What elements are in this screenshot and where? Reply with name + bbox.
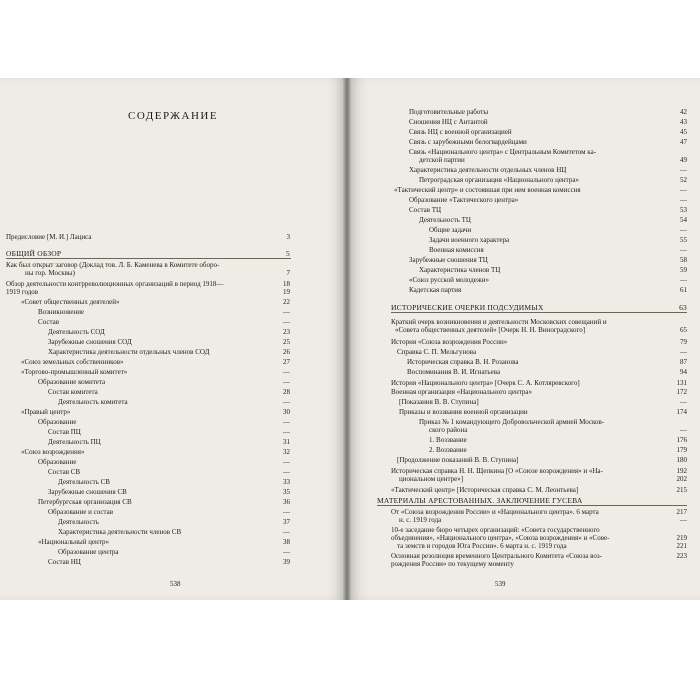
toc-entry [48,508,290,516]
toc-entry [48,348,290,356]
toc-entry-page: 28 [283,388,290,396]
toc-entry-title: Состав СВ [48,468,81,476]
toc-entry [429,236,687,244]
toc-entry-page: — [680,516,687,524]
toc-entry-title: ны гор. Москвы) [25,269,75,277]
right-page [347,78,700,600]
toc-entry [407,358,687,366]
toc-entry [48,488,290,496]
toc-entry-title: Деятельность СВ [58,478,110,486]
toc-entry-page: 42 [680,108,687,116]
toc-entry-title: Связь НЦ с военной организацией [409,128,512,136]
toc-entry-page: — [283,308,290,316]
toc-entry [399,398,687,406]
toc-entry-page: — [680,166,687,174]
toc-entry-title: ОБЩИЙ ОБЗОР [6,249,62,258]
toc-entry [58,398,290,406]
toc-entry-title: Общие задачи [429,226,472,234]
toc-entry [407,368,687,376]
toc-entry [409,138,687,146]
toc-entry-page: 223 [676,552,687,560]
toc-entry-page: — [283,508,290,516]
toc-entry-title: Образование комитета [38,378,106,386]
toc-entry [391,388,687,396]
toc-entry [21,408,290,416]
toc-entry [38,318,290,326]
toc-entry-page: — [283,398,290,406]
toc-entry-page: 32 [283,448,290,456]
page-title: СОДЕРЖАНИЕ [128,110,219,122]
toc-entry [391,467,687,475]
toc-entry-page: 192 [676,467,687,475]
toc-entry-page: — [283,428,290,436]
toc-entry-page: 49 [680,156,687,164]
toc-entry-title: ского района [429,426,468,434]
toc-entry [21,358,290,366]
toc-entry [391,379,687,387]
toc-entry [391,338,687,346]
toc-entry-title: ИСТОРИЧЕСКИЕ ОЧЕРКИ ПОДСУДИМЫХ [391,303,544,312]
toc-entry-title: Состав [38,318,60,326]
toc-entry-title: Воспоминания В. И. Игнатьева [407,368,501,376]
toc-entry-page: — [680,348,687,356]
toc-entry-page: 35 [283,488,290,496]
toc-entry [25,269,290,277]
toc-entry-title: 2. Воззвание [429,446,467,454]
toc-entry-title: детской партии [419,156,465,164]
toc-entry [38,538,290,546]
toc-entry-title: Зарубежные сношения СОД [48,338,132,346]
toc-entry [409,276,687,284]
page-number-left: 538 [170,580,181,588]
toc-entry-page: 219 [676,534,687,542]
toc-entry-title: Образование и состав [48,508,114,516]
toc-entry [391,526,600,534]
toc-entry-page: — [680,398,687,406]
toc-entry [6,280,290,288]
toc-entry-title: История «Союза возрождения России» [391,338,508,346]
toc-entry [429,436,687,444]
toc-entry [409,206,687,214]
toc-entry [38,498,290,506]
toc-entry-page: 25 [283,338,290,346]
toc-entry [409,148,596,156]
toc-entry-page: — [283,418,290,426]
toc-entry-title: Деятельность СОД [48,328,105,336]
toc-entry-title: Подготовительные работы [409,108,489,116]
toc-entry [58,548,290,556]
toc-entry-page: 3 [286,233,290,241]
toc-entry-title: Приказ № 1 командующего Добровольческой армией Москов- [419,418,605,426]
toc-entry-page: 38 [283,538,290,546]
toc-entry-title: «Правый центр» [21,408,71,416]
toc-entry [419,418,604,426]
toc-entry-title: «Союз русской молодежи» [409,276,489,284]
toc-entry-page: 53 [680,206,687,214]
toc-entry [399,516,687,524]
toc-entry-page: 131 [676,379,687,387]
toc-entry-title: Образование [38,418,77,426]
toc-entry-title: Деятельность ПЦ [48,438,101,446]
toc-entry [391,560,514,568]
toc-entry-page: — [680,276,687,284]
toc-entry [419,266,687,274]
toc-entry [429,426,687,434]
toc-entry-page: — [680,226,687,234]
toc-entry-page: 180 [676,456,687,464]
toc-entry [38,458,290,466]
toc-entry [391,552,687,560]
toc-entry [6,233,290,241]
toc-entry [394,186,687,194]
toc-entry [391,318,607,326]
toc-entry-title: Образование «Тактического центра» [409,196,519,204]
toc-entry [409,128,687,136]
toc-entry-title: Зарубежные сношения ТЦ [409,256,488,264]
toc-entry [419,216,687,224]
toc-entry-page: 61 [680,286,687,294]
toc-entry [419,156,687,164]
toc-entry-title: Краткий очерк возникновения и деятельности Московских совещаний и [391,318,607,326]
toc-entry-title: «Совета общественных деятелей» [Очерк Н. Н. Виноградского] [395,326,586,334]
section-rule [377,505,687,506]
toc-entry [48,388,290,396]
toc-entry-title: «Тактический центр» [Историческая справка С. М. Леонтьева] [391,486,579,494]
toc-entry-title: 1. Воззвание [429,436,467,444]
toc-entry [58,528,290,536]
toc-entry-page: 45 [680,128,687,136]
toc-entry-page: 221 [676,542,687,550]
toc-entry-title: Историческая справка Н. Н. Щепкина [О «Союзе возрождения» и «На- [391,467,603,475]
toc-entry [6,249,290,258]
book-gutter [343,78,351,600]
toc-entry [399,475,687,483]
toc-entry-page: — [680,426,687,434]
toc-entry-page: — [283,548,290,556]
toc-entry-title: Задачи военного характера [429,236,510,244]
toc-entry-page: 55 [680,236,687,244]
toc-entry-page: 54 [680,216,687,224]
toc-entry-title: 10-е заседание бюро четырех организаций: «Совета государственного [391,526,600,534]
toc-entry-title: Сношения НЦ с Антантой [409,118,488,126]
toc-entry-title: Состав НЦ [48,558,81,566]
toc-entry [48,438,290,446]
toc-entry-title: [Продолжение показаний В. В. Ступина] [397,456,519,464]
toc-entry-page: 27 [283,358,290,366]
toc-entry [48,338,290,346]
toc-entry-title: Характеристика членов ТЦ [419,266,501,274]
toc-entry-page: 215 [676,486,687,494]
toc-entry-page: 179 [676,446,687,454]
toc-entry [409,256,687,264]
toc-entry-page: — [283,458,290,466]
toc-entry-title: Военная организация «Национального центра» [391,388,533,396]
toc-entry-title: От «Союза возрождения России» и «Национального центра». 6 марта [391,508,599,516]
toc-entry-title: Состав комитета [48,388,98,396]
toc-entry-page: 33 [283,478,290,486]
toc-entry [429,246,687,254]
toc-entry-page: 87 [680,358,687,366]
left-page [0,78,347,600]
toc-entry-title: Деятельность комитета [58,398,128,406]
toc-entry-title: «Национальный центр» [38,538,109,546]
toc-entry-title: Характеристика деятельности членов СВ [58,528,182,536]
toc-entry-title: Возникновение [38,308,85,316]
toc-entry [48,428,290,436]
toc-entry-page: — [680,186,687,194]
toc-entry-title: «Тактический центр» и состоявшая при нем военная комиссия [394,186,581,194]
toc-entry [397,348,687,356]
toc-entry-title: [Показания В. В. Ступина] [399,398,479,406]
toc-entry-title: Связь «Национального центра» с Центральным Комитетом ка- [409,148,597,156]
toc-entry-title: МАТЕРИАЛЫ АРЕСТОВАННЫХ. ЗАКЛЮЧЕНИЕ ГУСЕВА [377,496,583,505]
toc-entry-title: Приказы и воззвания военной организации [399,408,528,416]
toc-entry-page: 172 [676,388,687,396]
toc-entry-title: Петербургская организация СВ [38,498,132,506]
toc-entry-page: 37 [283,518,290,526]
toc-entry [48,558,290,566]
toc-entry-title: рождения России» по текущему моменту [391,560,514,568]
toc-entry-title: та земств и городов Юга России». 6 марта н. с. 1919 года [397,542,567,550]
toc-entry-page: 52 [680,176,687,184]
toc-entry-page: 39 [283,558,290,566]
toc-entry [391,534,687,542]
toc-entry [48,328,290,336]
toc-entry-page: 22 [283,298,290,306]
toc-entry-page: — [283,468,290,476]
toc-entry-page: — [283,318,290,326]
toc-entry-page: 59 [680,266,687,274]
toc-entry [6,261,219,269]
toc-entry-page: 5 [286,249,290,258]
toc-entry [38,418,290,426]
toc-entry [391,508,687,516]
toc-entry [409,196,687,204]
toc-entry-title: «Союз возрождения» [21,448,85,456]
toc-entry [58,478,290,486]
toc-entry-title: «Совет общественных деятелей» [21,298,120,306]
toc-entry-page: 174 [676,408,687,416]
toc-entry-page: 79 [680,338,687,346]
toc-entry [429,446,687,454]
toc-entry-page: 58 [680,256,687,264]
toc-entry-title: Предисловие [М. И.] Лациса [6,233,92,241]
toc-entry-page: 202 [676,475,687,483]
toc-entry-page: 176 [676,436,687,444]
toc-entry-title: Кадетская партия [409,286,462,294]
toc-entry-title: Военная комиссия [429,246,484,254]
toc-entry [38,308,290,316]
section-rule [391,312,687,313]
toc-entry [21,368,290,376]
toc-entry-title: Характеристика деятельности отдельных членов СОД [48,348,210,356]
toc-entry-page: 94 [680,368,687,376]
toc-entry-title: объединения», «Национального центра», «Союза возрождения» и «Сове- [391,534,610,542]
toc-entry [399,408,687,416]
toc-entry [395,326,687,334]
toc-entry-title: Как был открыт заговор (Доклад тов. Л. Б. Каменева в Комитете оборо- [6,261,220,269]
toc-entry-page: 63 [679,303,687,312]
toc-entry [58,518,290,526]
toc-entry-title: циональном центре»] [399,475,464,483]
toc-entry [409,108,687,116]
toc-entry [397,542,687,550]
toc-entry-title: Образование центра [58,548,119,556]
toc-entry [409,118,687,126]
toc-entry-page: 23 [283,328,290,336]
toc-entry [48,468,290,476]
toc-entry [409,166,687,174]
toc-entry-title: Характеристика деятельности отдельных членов НЦ [409,166,567,174]
toc-entry-page: 217 [676,508,687,516]
toc-entry-page: 30 [283,408,290,416]
toc-entry-title: Основная резолюция временного Центрального Комитета «Союза воз- [391,552,602,560]
toc-entry-title: Справка С. П. Мельгунова [397,348,477,356]
toc-entry [21,298,290,306]
toc-entry-page: 47 [680,138,687,146]
toc-entry-title: Деятельность [58,518,99,526]
toc-entry [409,286,687,294]
toc-entry-page: — [283,528,290,536]
toc-entry-title: Деятельность ТЦ [419,216,471,224]
toc-entry-page: 65 [680,326,687,334]
toc-entry-title: Петроградская организация «Национального центра» [419,176,579,184]
toc-entry-title: Историческая справка В. Н. Розанова [407,358,519,366]
toc-entry-title: «Торгово-промышленный комитет» [21,368,128,376]
toc-entry-title: Образование [38,458,77,466]
toc-entry-title: н. с. 1919 года [399,516,442,524]
toc-entry-page: — [680,246,687,254]
toc-entry [6,288,290,296]
toc-entry-page: — [283,378,290,386]
toc-entry-title: Состав ПЦ [48,428,81,436]
toc-entry [391,303,687,312]
toc-entry-page: 26 [283,348,290,356]
toc-entry [397,456,687,464]
toc-entry-title: Зарубежные сношения СВ [48,488,127,496]
toc-entry-page: — [283,368,290,376]
toc-entry-page: 18 [283,280,290,288]
page-number-right: 539 [495,580,506,588]
toc-entry-title: 1919 годов [6,288,39,296]
toc-entry-title: Обзор деятельности контрреволюционных организаций в период 1918— [6,280,224,288]
toc-entry-page: — [680,196,687,204]
toc-entry-title: «Союз земельных собственников» [21,358,124,366]
toc-entry-page: 19 [283,288,290,296]
toc-entry-page: 31 [283,438,290,446]
toc-entry-title: Состав ТЦ [409,206,442,214]
toc-entry-title: Связь с зарубежными белогвардейцами [409,138,527,146]
toc-entry [391,486,687,494]
toc-entry-page: 43 [680,118,687,126]
toc-entry [377,497,582,505]
toc-entry [38,378,290,386]
toc-entry [21,448,290,456]
toc-entry-page: 36 [283,498,290,506]
toc-entry-page: 7 [286,269,290,277]
toc-entry [419,176,687,184]
toc-entry [429,226,687,234]
section-rule [6,258,291,259]
toc-entry-title: История «Национального центра» [Очерк С. А. Котляревского] [391,379,580,387]
